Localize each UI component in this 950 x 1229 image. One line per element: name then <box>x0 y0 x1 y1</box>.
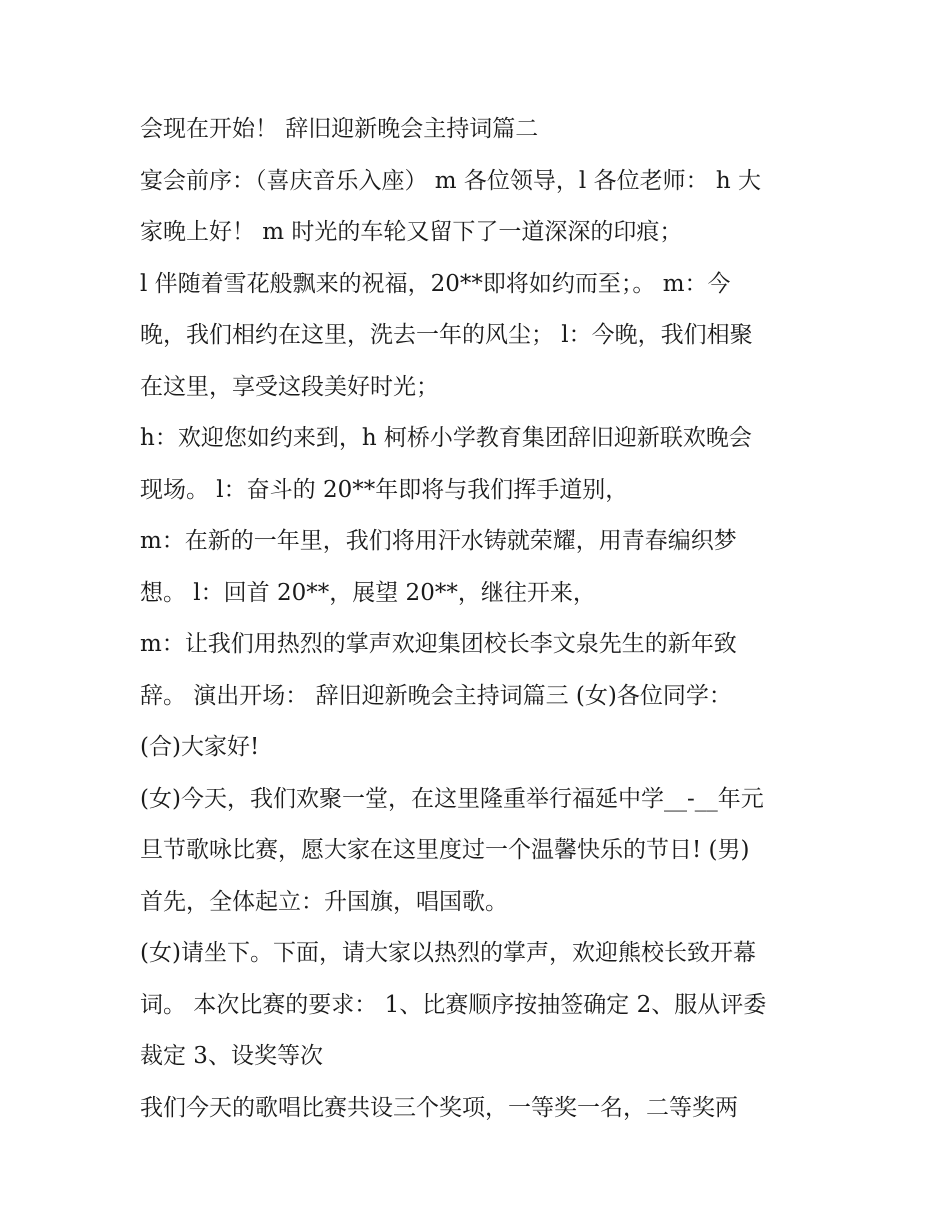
text-line: m：在新的一年里，我们将用汗水铸就荣耀，用青春编织梦 <box>140 528 737 554</box>
text-line: 家晚上好！ m 时光的车轮又留下了一道深深的印痕； <box>140 219 683 245</box>
text-line: 旦节歌咏比赛，愿大家在这里度过一个温馨快乐的节日! (男) <box>140 837 750 863</box>
text-line: h：欢迎您如约来到，h 柯桥小学教育集团辞旧迎新联欢晚会 <box>140 425 752 451</box>
text-line: 宴会前序：（喜庆音乐入座） m 各位领导，l 各位老师： h 大 <box>140 167 762 194</box>
text-line: 词。 本次比赛的要求： 1、比赛顺序按抽签确定 2、服从评委 <box>140 991 767 1018</box>
text-line: 首先，全体起立：升国旗，唱国歌。 <box>140 888 508 915</box>
document-body <box>140 104 820 1134</box>
text-line: m：让我们用热烈的掌声欢迎集团校长李文泉先生的新年致 <box>140 631 737 657</box>
text-line: 会现在开始！ 辞旧迎新晚会主持词篇二 <box>140 116 539 142</box>
text-line: (女)今天，我们欢聚一堂，在这里隆重举行福延中学__-__年元 <box>140 785 764 812</box>
text-line: (合)大家好! <box>140 734 260 760</box>
text-line: 在这里，享受这段美好时光； <box>140 373 439 400</box>
text-line: 我们今天的歌唱比赛共设三个奖项，一等奖一名，二等奖两 <box>140 1094 738 1121</box>
text-line: 现场。 l：奋斗的 20**年即将与我们挥手道别， <box>140 476 629 503</box>
text-line: 辞。 演出开场： 辞旧迎新晚会主持词篇三 (女)各位同学： <box>140 682 732 709</box>
text-line: 晚，我们相约在这里，洗去一年的风尘； l：今晚，我们相聚 <box>140 322 753 348</box>
text-line: 裁定 3、设奖等次 <box>140 1043 323 1069</box>
text-line: 想。 l：回首 20**，展望 20**，继往开来， <box>140 579 596 606</box>
text-line: l 伴随着雪花般飘来的祝福，20**即将如约而至；。 m：今 <box>140 270 731 297</box>
text-line: (女)请坐下。下面，请大家以热烈的掌声，欢迎熊校长致开幕 <box>140 940 756 966</box>
